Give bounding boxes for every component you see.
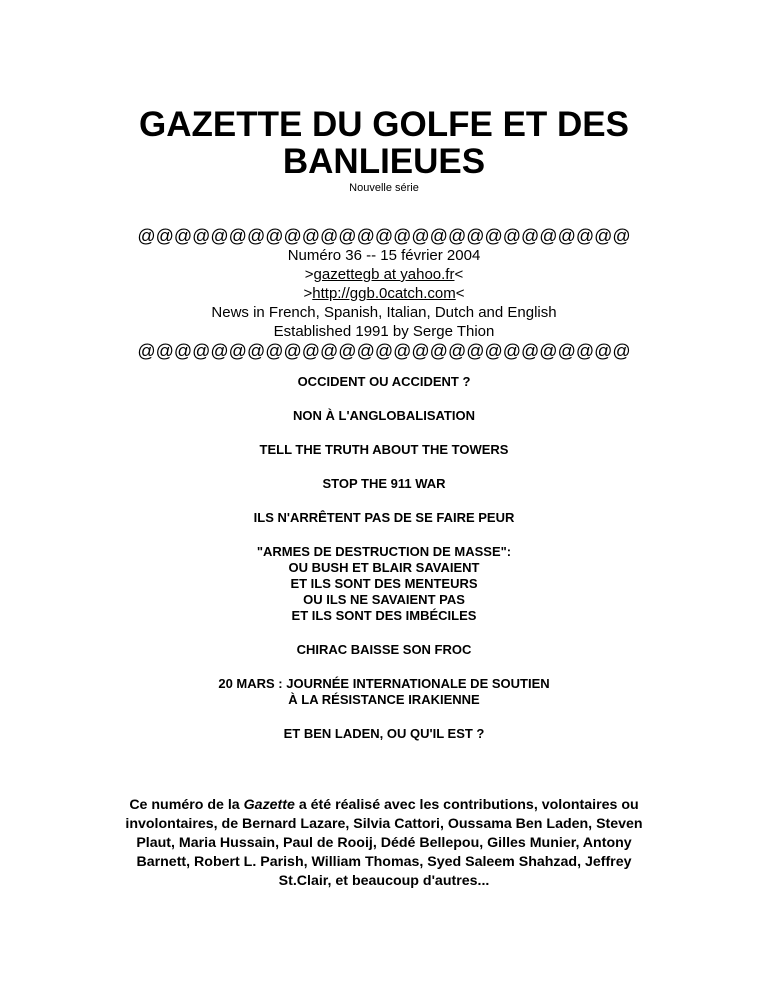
subtitle: Nouvelle série [349,182,419,194]
title-line-2: BANLIEUES [282,142,486,181]
headline [0,676,768,708]
languages-line: News in French, Spanish, Italian, Dutch and English [211,304,557,321]
headline-line: À LA RÉSISTANCE IRAKIENNE [288,692,480,707]
established-line: Established 1991 by Serge Thion [273,323,495,340]
headline [0,442,768,458]
headline-line: OU ILS NE SAVAIENT PAS [303,592,465,607]
headline [0,374,768,390]
credits-paragraph [110,796,658,891]
credits-before: Ce numéro de la [129,797,244,813]
headline [0,510,768,526]
headline-line: TELL THE TRUTH ABOUT THE TOWERS [259,442,509,457]
headline [0,544,768,624]
email-line [0,265,768,284]
headline-line: "ARMES DE DESTRUCTION DE MASSE": [256,544,512,559]
headline [0,642,768,658]
headline-line: CHIRAC BAISSE SON FROC [296,642,472,657]
title-line-1: GAZETTE DU GOLFE ET DES [138,105,630,144]
email-suffix: < [454,266,464,283]
at-separator-top: @@@@@@@@@@@@@@@@@@@@@@@@@@@ [137,226,631,246]
issue-line: Numéro 36 -- 15 février 2004 [287,247,481,264]
headline-line: STOP THE 911 WAR [322,476,446,491]
email-prefix: > [304,266,314,283]
headline [0,726,768,742]
headline-line: ET ILS SONT DES MENTEURS [290,576,478,591]
page-title [0,106,768,180]
headline-line: 20 MARS : JOURNÉE INTERNATIONALE DE SOUTIEN [218,676,550,691]
credits-after: a été réalisé avec les contributions, volontaires ou involontaires, de Bernard Lazare, Silvia Cattori, Oussama Ben Laden, Steven Plaut, Maria Hussain, Paul de Rooij, Dédé Bellepou, Gilles Munier, Antony Barnett, Robert L. Parish, William Thomas, Syed Saleem Shahzad, Jeffrey St.Clair, et beaucoup d'autres... [125,797,643,889]
headline-line: NON À L'ANGLOBALISATION [293,408,475,423]
headline-line: ET ILS SONT DES IMBÉCILES [291,608,477,623]
masthead [0,226,768,361]
headline [0,476,768,492]
at-separator-bottom: @@@@@@@@@@@@@@@@@@@@@@@@@@@ [137,341,631,361]
headline-line: ET BEN LADEN, OU QU'IL EST ? [283,726,485,741]
headline-line: ILS N'ARRÊTENT PAS DE SE FAIRE PEUR [253,510,515,525]
headline-line: OCCIDENT OU ACCIDENT ? [297,374,471,389]
headline [0,408,768,424]
website-link[interactable]: http://ggb.0catch.com [312,285,456,302]
headline-line: OU BUSH ET BLAIR SAVAIENT [288,560,480,575]
url-prefix: > [303,285,313,302]
url-suffix: < [455,285,465,302]
headline-list [0,374,768,760]
credits-gazette: Gazette [243,797,295,813]
url-line [0,284,768,303]
email-link[interactable]: gazettegb at yahoo.fr [313,266,455,283]
